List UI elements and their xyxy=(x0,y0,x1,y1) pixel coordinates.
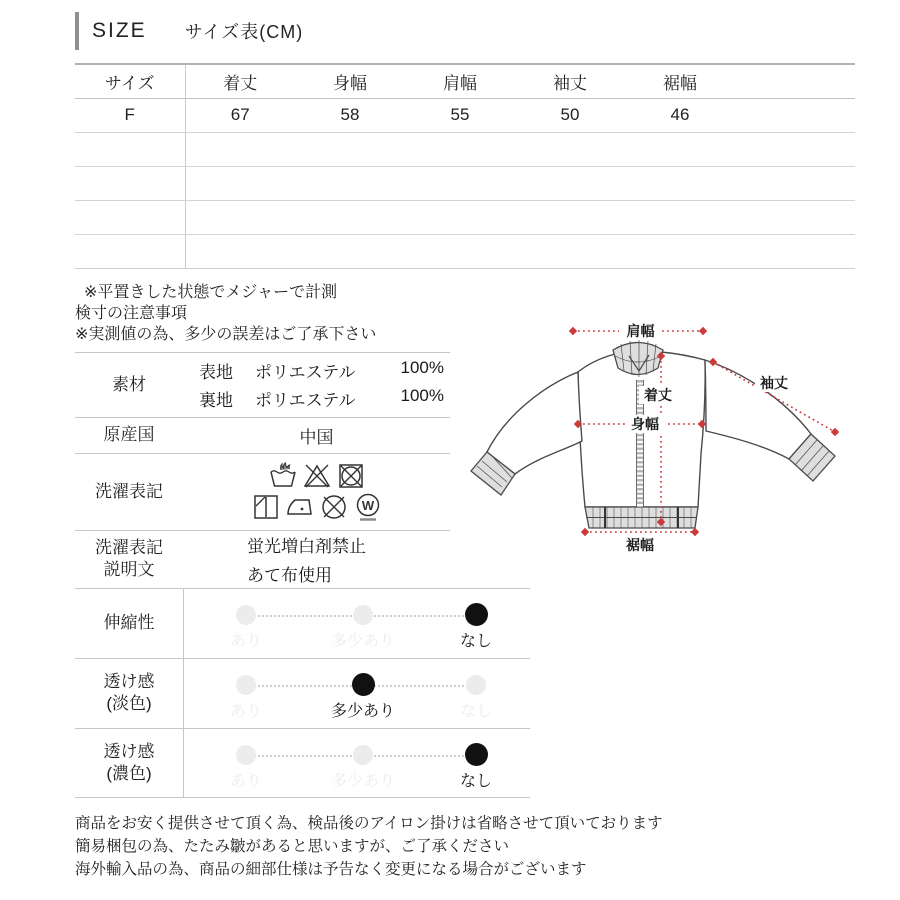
spec-table xyxy=(75,352,450,588)
hand-wash-icon xyxy=(268,461,298,491)
property-selector-table xyxy=(75,588,530,798)
laundry-note-line: あて布使用 xyxy=(247,566,332,585)
sleeve-length-label: 袖丈 xyxy=(760,374,788,391)
hem-width-label: 裾幅 xyxy=(626,536,654,553)
material-label: 素材 xyxy=(112,374,146,394)
option-dot xyxy=(465,743,488,766)
option-nashi: なし xyxy=(431,745,521,791)
option-dot xyxy=(353,605,373,625)
option-dot xyxy=(353,745,373,765)
note-line: ※実測値の為、多少の誤差はご了承下さい xyxy=(75,325,377,343)
col-header-sleeve: 袖丈 xyxy=(515,64,625,98)
option-dot xyxy=(465,603,488,626)
option-dot xyxy=(466,675,486,695)
note-line: 検寸の注意事項 xyxy=(75,304,188,322)
material-line: 表地 ポリエステル 100% xyxy=(199,358,444,382)
option-nashi: なし xyxy=(431,605,521,651)
stretch-row xyxy=(75,588,530,658)
body-width-label: 身幅 xyxy=(631,415,659,432)
col-header-body-width: 身幅 xyxy=(295,64,405,98)
col-header-length: 着丈 xyxy=(185,64,295,98)
cell-body-width: 58 xyxy=(295,98,405,132)
laundry-label: 洗濯表記 xyxy=(95,481,163,501)
material-line: 裏地 ポリエステル 100% xyxy=(199,386,444,410)
material-row xyxy=(75,352,450,417)
sheerness-light-label: 透け感 xyxy=(103,672,155,691)
svg-text:W: W xyxy=(361,498,374,513)
iron-low-icon xyxy=(285,492,315,522)
header-title: SIZE xyxy=(92,19,147,42)
option-tashou-ari: 多少あり xyxy=(318,605,408,651)
no-tumble-dry-icon xyxy=(336,461,366,491)
cell-sleeve: 50 xyxy=(515,98,625,132)
option-tashou-ari: 多少あり xyxy=(318,675,408,721)
col-header-hem: 裾幅 xyxy=(625,64,735,98)
option-dot xyxy=(236,675,256,695)
header-subtitle: サイズ表(CM) xyxy=(184,22,304,42)
shade-hang-dry-icon xyxy=(251,492,281,522)
option-dot xyxy=(236,745,256,765)
sheerness-dark-row: 透け感 (濃色) あり 多少あり なし xyxy=(75,728,530,798)
jacket-diagram xyxy=(443,304,863,594)
wet-clean-icon xyxy=(353,492,383,522)
laundry-note-line: 蛍光増白剤禁止 xyxy=(247,537,366,556)
no-bleach-icon xyxy=(302,461,332,491)
note-line: ※平置きした状態でメジャーで計測 xyxy=(84,283,338,301)
empty-row xyxy=(75,234,855,268)
option-dot xyxy=(352,673,375,696)
cell-hem: 46 xyxy=(625,98,735,132)
cell-shoulder: 55 xyxy=(405,98,515,132)
origin-label: 原産国 xyxy=(103,425,155,444)
empty-row xyxy=(75,132,855,166)
option-dot xyxy=(236,605,256,625)
option-tashou-ari: 多少あり xyxy=(318,745,408,791)
footer-line: 商品をお安く提供させて頂く為、検品後のアイロン掛けは省略させて頂いております xyxy=(75,814,663,832)
cell-size: F xyxy=(75,98,185,132)
option-ari: あり xyxy=(201,675,291,721)
cell-length: 67 xyxy=(185,98,295,132)
footer-line: 簡易梱包の為、たたみ皺があると思いますが、ご了承ください xyxy=(75,837,510,855)
laundry-note-row: 洗濯表記 説明文 蛍光増白剤禁止 あて布使用 xyxy=(75,530,450,588)
origin-row xyxy=(75,417,450,453)
empty-row xyxy=(75,166,855,200)
no-dry-clean-icon xyxy=(319,492,349,522)
option-ari: あり xyxy=(201,605,291,651)
shoulder-width-label: 肩幅 xyxy=(626,322,655,339)
sheerness-light-row: 透け感 (淡色) あり 多少あり なし xyxy=(75,658,530,728)
size-table-header-row xyxy=(75,64,855,98)
footer-line: 海外輸入品の為、商品の細部仕様は予告なく変更になる場合がございます xyxy=(75,860,587,878)
origin-value: 中国 xyxy=(299,427,334,447)
empty-row xyxy=(75,200,855,234)
laundry-note-label: 洗濯表記 xyxy=(95,538,163,557)
size-section-header xyxy=(75,12,855,50)
stretch-label: 伸縮性 xyxy=(103,613,155,632)
option-ari: あり xyxy=(201,745,291,791)
body-length-label: 着丈 xyxy=(644,386,672,403)
footer-notes xyxy=(75,812,855,881)
col-header-shoulder: 肩幅 xyxy=(405,64,515,98)
laundry-row xyxy=(75,453,450,530)
option-nashi: なし xyxy=(431,675,521,721)
sheerness-dark-label: 透け感 xyxy=(103,741,155,761)
table-row xyxy=(75,98,855,132)
col-header-size: サイズ xyxy=(75,64,185,98)
size-table xyxy=(75,63,855,269)
